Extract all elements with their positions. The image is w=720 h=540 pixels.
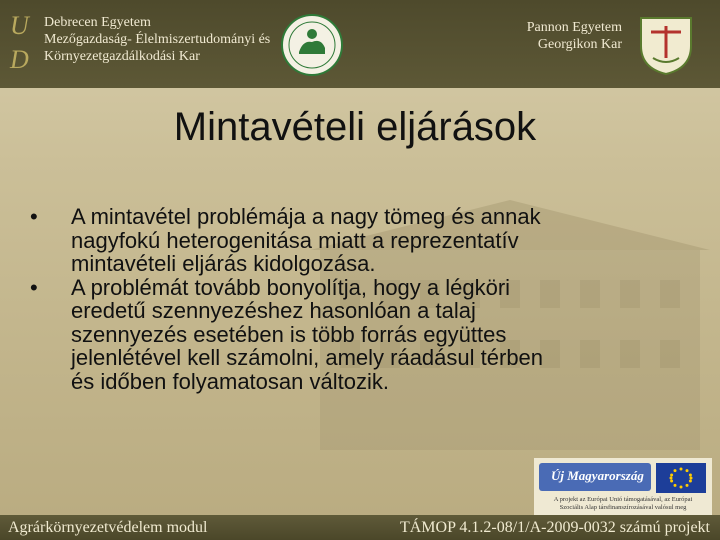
funding-note	[536, 496, 710, 512]
eu-flag-icon	[656, 463, 706, 493]
funding-note-line1: A projekt az Európai Unió támogatásával, az Európai	[553, 496, 693, 503]
left-institution-line1: Debrecen Egyetem	[44, 15, 151, 30]
eu-funding-badge	[534, 458, 712, 520]
footer-bar	[0, 515, 720, 540]
bullet-line: nagyfokú heterogenitása miatt a reprezentatív	[71, 227, 519, 253]
bullet-item	[30, 205, 690, 276]
bullet-line: és időben folyamatosan változik.	[71, 368, 389, 394]
slide-title: Mintavételi eljárások	[173, 105, 537, 149]
bullet-line: szennyezés esetében is több forrás együttes	[71, 321, 507, 347]
bullet-marker: •	[30, 274, 38, 300]
bullet-line: eredetű szennyezéshez hasonlóan a talaj	[71, 298, 476, 323]
university-emblem-icon	[281, 14, 343, 76]
right-institution-name	[512, 19, 622, 53]
right-institution-line1: Pannon Egyetem	[526, 20, 622, 35]
bullet-line: A mintavétel problémája a nagy tömeg és annak	[71, 204, 541, 229]
svg-text:U: U	[10, 11, 29, 40]
bullet-line: jelenlétével kell számolni, amely ráadásul térben	[71, 345, 544, 370]
svg-text:D: D	[10, 45, 29, 74]
left-institution-line2: Mezőgazdaság- Élelmiszertudományi és	[44, 32, 271, 47]
georgikon-crest-icon	[633, 12, 699, 78]
left-institution-line3: Környezetgazdálkodási Kar	[44, 49, 200, 64]
bullet-line: mintavételi eljárás kidolgozása.	[71, 251, 376, 276]
header-bar	[0, 0, 720, 88]
uj-magyarorszag-logo	[539, 463, 651, 491]
footer-project-id: TÁMOP 4.1.2-08/1/A-2009-0032 számú projekt	[399, 519, 710, 536]
bullet-list	[30, 205, 690, 393]
uj-magyarorszag-label: Új Magyarország	[551, 468, 644, 483]
ud-logo-icon	[6, 6, 36, 78]
right-institution-line2: Georgikon Kar	[537, 37, 622, 52]
left-institution-name	[44, 14, 284, 65]
bullet-marker: •	[30, 204, 38, 229]
footer-module-name: Agrárkörnyezetvédelem modul	[8, 519, 208, 536]
bullet-line: A problémát tovább bonyolítja, hogy a légköri	[71, 274, 511, 300]
bullet-item	[30, 276, 690, 394]
funding-note-line2: Szociális Alap társfinanszírozásával valósul meg	[559, 504, 687, 511]
